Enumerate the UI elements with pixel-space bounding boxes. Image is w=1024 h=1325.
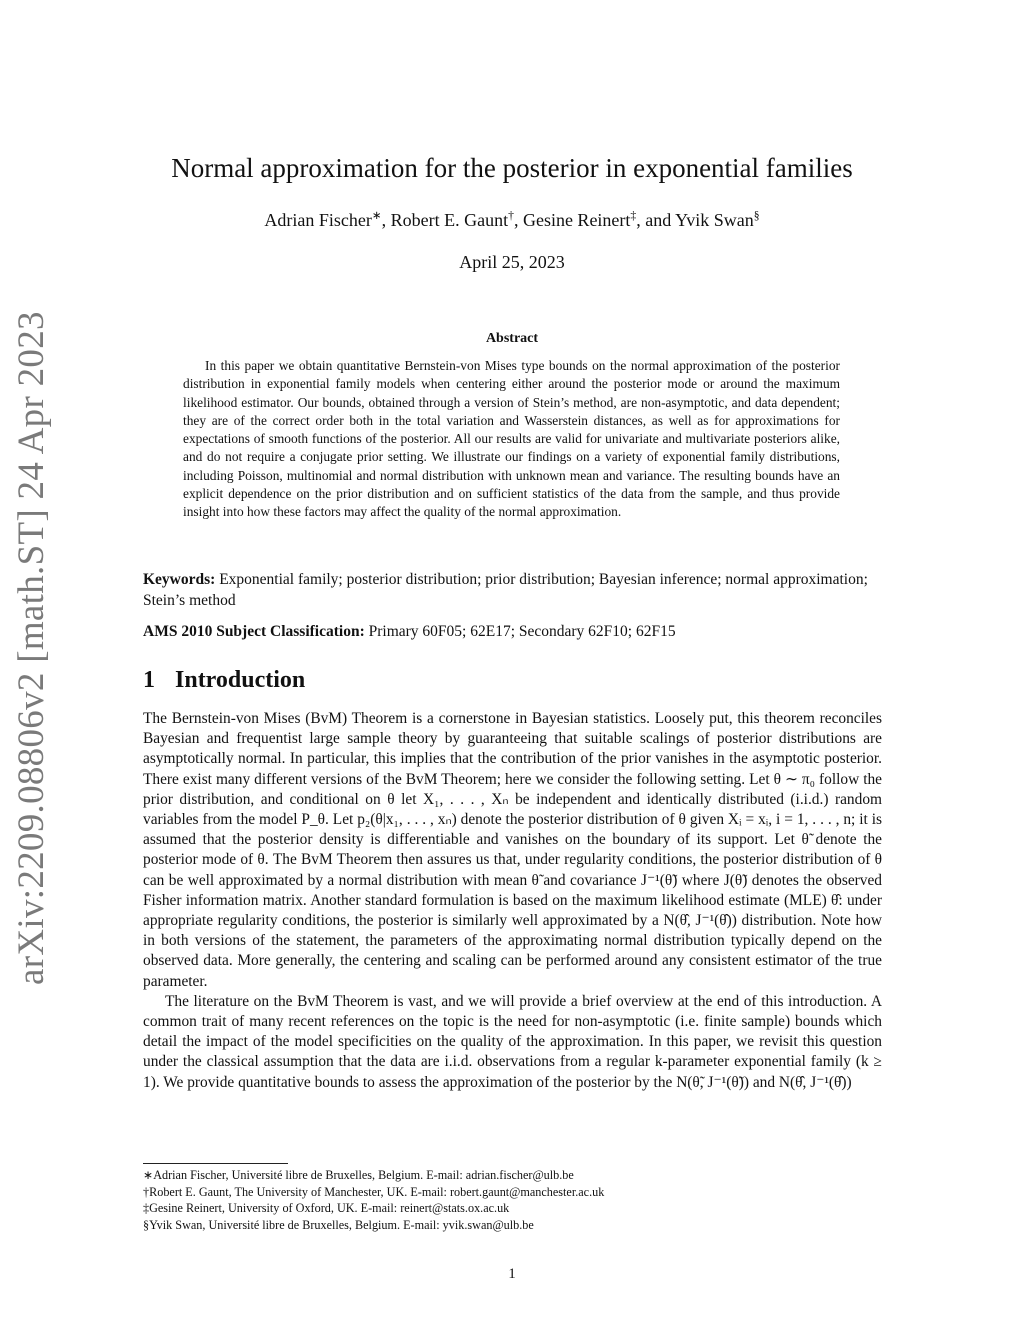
footnote-mark: †	[508, 209, 514, 222]
keywords-label: Keywords:	[143, 571, 216, 588]
paper-title: Normal approximation for the posterior in exponential families	[171, 153, 853, 183]
footnote: †Robert E. Gaunt, The University of Manchester, UK. E-mail: robert.gaunt@manchester.ac.uk	[143, 1184, 605, 1199]
author-2	[391, 210, 523, 230]
paragraph: The literature on the BvM Theorem is vast, and we will provide a brief overview at the end of this introduction. A common trait of many recent references on the topic is the need for non-asymptotic (i.e. finite sample) bounds which detail the impact of the model specificities on the quality of the approximation. In this paper, we revisit this question under the classical assumption that the data are i.i.d. observations from a regular k-parameter exponential family (k ≥ 1). We provide quantitative bounds to assess the approximation of the posterior by the N(θ̃, J⁻¹(θ̃)) and N(θ̂, J⁻¹(θ̂))	[143, 992, 882, 1091]
author-separator: , and	[636, 210, 676, 230]
keywords-text: Exponential family; posterior distribution; prior distribution; Bayesian inference; normal approximation; Stein’s method	[143, 571, 868, 609]
author-1	[264, 210, 390, 230]
paragraph: The Bernstein-von Mises (BvM) Theorem is a cornerstone in Bayesian statistics. Loosely put, this theorem reconciles Bayesian and frequentist large sample theory by guaranteeing that suitable scalings of posterior distributions are asymptotically normal. In particular, this implies that the contribution of the prior vanishes in the asymptotic posterior. There exist many different versions of the BvM Theorem; here we consider the following setting. Let θ ∼ π₀ follow the prior distribution, and conditional on θ let X₁, . . . , Xₙ be independent and identically distributed (i.i.d.) random variables from the model P_θ. Let p₂(θ|x₁, . . . , xₙ) denote the posterior distribution of θ given Xᵢ = xᵢ, i = 1, . . . , n; it is assumed that the posterior density is differentiable and vanishes on the boundary of its support. Let θ̃ denote the posterior mode of θ. The BvM Theorem then assures us that, under regularity conditions, the posterior distribution of θ can be well approximated by a normal distribution with mean θ̃ and covariance J⁻¹(θ̃) where J(θ̃) denotes the observed Fisher information matrix. Another standard formulation is based on the maximum likelihood estimate (MLE) θ̂: under appropriate regularity conditions, the posterior is similarly well approximated by a N(θ̂, J⁻¹(θ̂)) distribution. Note how in both versions of the statement, the parameters of the approximating normal distribution typically depend on the observed data. More generally, the centering and scaling can be performed around any consistent estimator of the true parameter.	[143, 710, 882, 990]
author-separator: ,	[513, 210, 523, 230]
author-separator: ,	[381, 210, 391, 230]
author-name: Robert E. Gaunt	[390, 210, 509, 230]
ams-classification	[143, 622, 882, 642]
author-list	[0, 210, 1024, 231]
abstract-heading: Abstract	[485, 331, 539, 346]
abstract-text: In this paper we obtain quantitative Bernstein-von Mises type bounds on the normal approximation of the posterior distribution in exponential family models when centering either around the posterior mode or around the maximum likelihood estimator. Our bounds, obtained through a version of Stein’s method, are non-asymptotic, and data dependent; they are of the correct order both in the total variation and Wasserstein distances, as well as for approximations for expectations of smooth functions of the posterior. All our results are valid for univariate and multivariate posteriors alike, and do not require a conjugate prior setting. We illustrate our findings on a variety of exponential family distributions, including Poisson, multinomial and normal distribution with unknown mean and variance. The resulting bounds have an explicit dependence on the prior distribution and on sufficient statistics of the data from the sample, and thus provide insight into how these factors may affect the quality of the normal approximation.	[183, 358, 840, 520]
keywords	[143, 570, 882, 611]
ams-label: AMS 2010 Subject Classification:	[143, 623, 365, 640]
page-number: 1	[508, 1266, 516, 1282]
section-body	[143, 709, 882, 1093]
author-name: Yvik Swan	[675, 210, 754, 230]
footnote-mark: §	[753, 209, 760, 222]
footnote: ∗Adrian Fischer, Université libre de Bruxelles, Belgium. E-mail: adrian.fischer@ulb.be	[143, 1168, 574, 1182]
footnote-mark: ‡	[630, 209, 637, 222]
author-name: Gesine Reinert	[522, 210, 631, 230]
author-3	[523, 210, 675, 230]
footnotes	[143, 1167, 882, 1233]
publication-date: April 25, 2023	[459, 252, 565, 272]
footnote-divider	[143, 1163, 288, 1164]
author-name: Adrian Fischer	[264, 210, 372, 230]
arxiv-side-stamp	[10, 311, 60, 1035]
section-number: 1	[143, 667, 155, 693]
author-4	[675, 210, 760, 230]
footnote: ‡Gesine Reinert, University of Oxford, UK. E-mail: reinert@stats.ox.ac.uk	[143, 1201, 510, 1215]
footnote-mark: ∗	[371, 209, 382, 222]
section-heading	[143, 667, 305, 694]
arxiv-identifier: arXiv:2209.08806v2 [math.ST] 24 Apr 2023	[11, 311, 52, 985]
section-title: Introduction	[175, 667, 306, 693]
ams-text: Primary 60F05; 62E17; Secondary 62F10; 62F15	[368, 623, 676, 640]
footnote: §Yvik Swan, Université libre de Bruxelles, Belgium. E-mail: yvik.swan@ulb.be	[143, 1217, 534, 1232]
